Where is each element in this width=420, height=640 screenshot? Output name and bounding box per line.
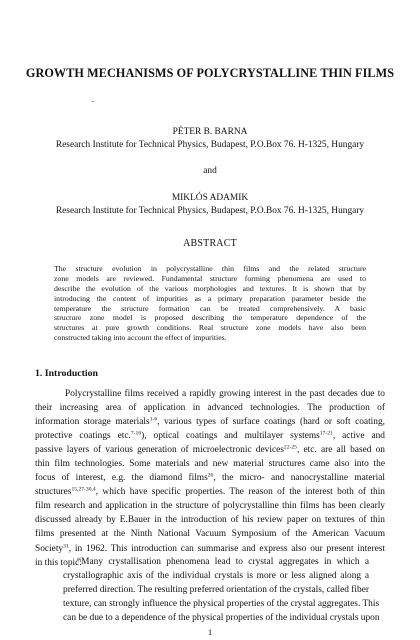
body-text-run: passive layers of various generation of microelectronic devices [35,445,284,456]
stray-mark [92,101,94,102]
body-text-run: , in 1962. This introduction can summarise and express also our present interest [68,543,385,554]
body-line [35,429,385,443]
abstract-line: The structure evolution in polycrystalline thin films and the related structure [54,264,366,273]
body-text-run: information storage materials [35,417,150,428]
body-text-run: ), optical coatings and multilayer systems [141,431,320,442]
citation-superscript: 15,27-30,4 [71,486,96,493]
abstract-text [54,264,366,343]
section-heading: 1. Introduction [35,368,98,379]
body-text-run: in this topic: [35,557,82,568]
body-text-run: film research and application in the structure of polycrystalline thin films has been clearly [35,501,385,512]
body-text-run: their increasing area of application in advanced technologies. The production of [35,403,385,414]
quote-line: crystallographic axis of the individual crystals is more or less aligned along a [63,571,369,582]
abstract-line: temperature the structure formation can be treated comprehensively. A basic [54,303,366,313]
body-text-run: , the micro- and nanocrystalline material [213,473,385,484]
body-text-run: , etc. are all based on [296,445,385,456]
body-line [35,457,385,471]
author-affiliation-2: Research Institute for Technical Physics, Budapest, P.O.Box 76. H-1325, Hungary [55,206,365,216]
body-line [35,471,385,485]
author-name-2: MIKLÓS ADAMIK [171,193,249,203]
body-line [35,527,385,541]
body-line [35,485,385,499]
citation-superscript: 1-6 [149,416,158,423]
body-line [35,499,385,513]
body-text-run: structures [35,487,72,498]
author-affiliation-1: Research Institute for Technical Physics, Budapest, P.O.Box 76. H-1325, Hungary [55,140,365,150]
body-text-run: , which have specific properties. The reason of the interest both of thin [95,487,385,498]
body-text [35,387,385,570]
body-text-run: focus of interest, e.g. the diamond films [35,473,208,484]
citation-superscript: 7-16 [130,430,142,437]
body-text-run: Society [35,543,64,554]
quote-line: texture, can strongly influence the physical properties of the crystal aggregates. This [63,599,380,610]
abstract-line: describe the evolution of the various morphologies and textures. It is shown that by [54,283,366,293]
body-text-run: thin film technologies. Some materials and new material structures came also into the [35,459,385,470]
body-line [35,415,385,429]
author-separator: and [203,166,217,176]
body-line [35,401,385,415]
body-line [35,387,385,401]
quote-line: preferred direction. The resulting preferred orientation of the crystals, called fiber [63,585,369,596]
abstract-line: zone models are reviewed. Fundamental structure forming phenomena are used to [54,273,366,283]
body-line [35,443,385,457]
citation-superscript: 26 [207,472,214,479]
block-quote [63,555,380,625]
body-text-run: Polycrystalline films received a rapidly growing interest in the past decades due to [65,389,385,399]
quote-line: “Many crystallisation phenomena lead to crystal aggregates in which a [77,557,369,567]
body-line [35,542,385,556]
abstract-line: structures at pure growth conditions. Real structure zone models have also been [54,323,366,333]
abstract-line: constructed taking into account the effect of impurities. [54,333,227,343]
body-text-run: , active and [332,431,385,442]
paper-title: GROWTH MECHANISMS OF POLYCRYSTALLINE THIN FILMS [25,66,395,80]
author-name-1: PÉTER B. BARNA [172,127,248,137]
abstract-heading: ABSTRACT [183,238,237,249]
citation-superscript: 17-21 [319,430,333,437]
abstract-line: structure zone model is proposed describing the temperature dependence of the [54,313,366,323]
body-line [35,513,385,527]
body-text-run: discussed already by E.Bauer in the introduction of his review paper on textures of thin [35,515,385,526]
citation-superscript: 31 [63,543,69,550]
body-text-run: , various types of surface coatings (hard or soft coating, [157,417,386,428]
page-number: 1 [207,627,213,637]
body-text-run: films presented at the Ninth National Vacuum Symposium of the American Vacuum [35,529,385,540]
citation-superscript: 22-25 [283,444,297,451]
quote-line: can be due to a dependence of the physical properties of the individual crystals upon [63,613,380,624]
body-text-run: protective coatings etc. [35,431,131,442]
abstract-line: introducing the content of impurities as a primary preparation parameter beside the [54,293,366,303]
